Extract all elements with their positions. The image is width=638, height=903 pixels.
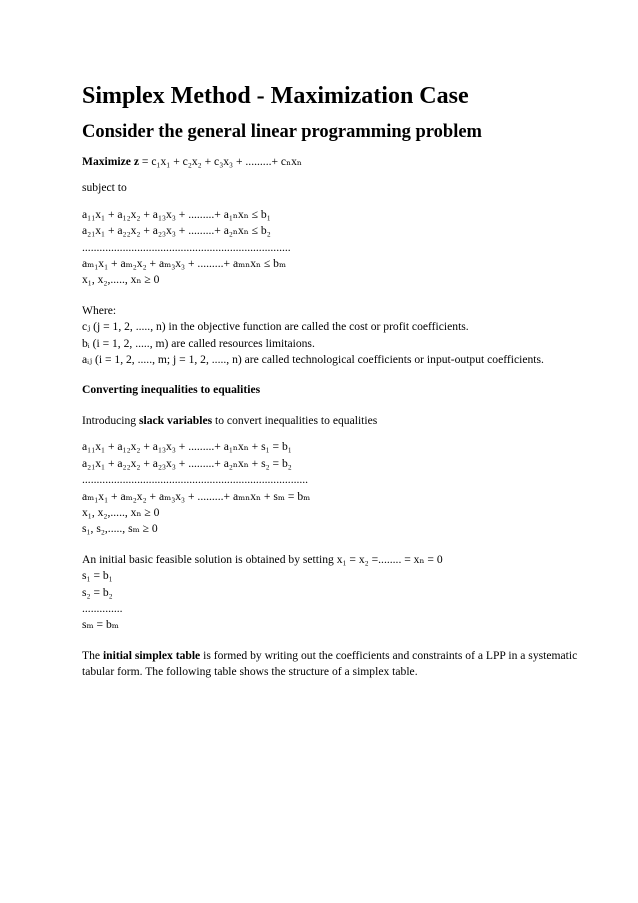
slack-equation-row: s₁, s₂,....., sₘ ≥ 0 xyxy=(82,522,158,536)
definition-line: Where: xyxy=(82,303,117,317)
slack-equation-row: x₁, x₂,....., xₙ ≥ 0 xyxy=(82,505,160,519)
slack-equation-row: a₂₁x₁ + a₂₂x₂ + a₂₃x₃ + .........+ a₂ₙxₙ + s₂ = b₂ xyxy=(82,456,292,470)
definition-line: bᵢ (i = 1, 2, ....., m) are called resources limitaions. xyxy=(82,336,315,350)
initial-simplex-table-term: initial simplex table xyxy=(102,648,201,662)
subject-to-label: subject to xyxy=(82,181,127,195)
definition-line: aᵢⱼ (i = 1, 2, ....., m; j = 1, 2, ....., n) are called technological coefficients or input-output coefficients. xyxy=(82,353,544,367)
constraint-list xyxy=(82,207,638,289)
initial-solution-line: .............. xyxy=(82,601,123,615)
objective-label: Maximize z xyxy=(82,155,139,168)
constraint-row: a₂₁x₁ + a₂₂x₂ + a₂₃x₃ + .........+ a₂ₙxₙ ≤ b₂ xyxy=(82,224,271,238)
paragraph-line: tabular form. The following table shows the structure of a simplex table. xyxy=(82,665,418,679)
constraint-row: aₘ₁x₁ + aₘ₂x₂ + aₘ₃x₃ + .........+ aₘₙxₙ ≤ bₘ xyxy=(82,257,287,271)
initial-solution-line: s₁ = b₁ xyxy=(82,569,113,583)
initial-solution-line: s₂ = b₂ xyxy=(82,585,113,599)
slack-equation-list xyxy=(82,439,638,537)
document-page xyxy=(82,82,638,681)
definition-line: cⱼ (j = 1, 2, ....., n) in the objective function are called the cost or profit coefficients. xyxy=(82,320,469,334)
slack-equation-row: .............................................................................. xyxy=(82,473,309,487)
initial-solution-line: sₘ = bₘ xyxy=(82,618,119,632)
definitions-block xyxy=(82,303,638,369)
initial-solution-line: An initial basic feasible solution is obtained by setting x₁ = x₂ =........ = xₙ = 0 xyxy=(82,552,443,566)
paragraph-line: The initial simplex table is formed by writing out the coefficients and constraints of a LPP in a systematic xyxy=(82,648,578,662)
converting-heading: Converting inequalities to equalities xyxy=(82,383,261,397)
slack-equation-row: aₘ₁x₁ + aₘ₂x₂ + aₘ₃x₃ + .........+ aₘₙxₙ + sₘ = bₘ xyxy=(82,489,311,503)
constraint-row: a₁₁x₁ + a₁₂x₂ + a₁₃x₃ + .........+ a₁ₙxₙ ≤ b₁ xyxy=(82,207,271,221)
slack-variables-term: slack variables xyxy=(139,413,213,427)
section-heading: Consider the general linear programming problem xyxy=(82,122,482,142)
initial-solution-block xyxy=(82,552,638,634)
page-title: Simplex Method - Maximization Case xyxy=(82,83,469,109)
slack-equation-row: a₁₁x₁ + a₁₂x₂ + a₁₃x₃ + .........+ a₁ₙxₙ + s₁ = b₁ xyxy=(82,440,292,454)
constraint-row: ........................................................................ xyxy=(82,240,291,254)
constraint-row: x₁, x₂,....., xₙ ≥ 0 xyxy=(82,273,160,287)
objective-function xyxy=(82,154,638,170)
simplex-table-paragraph xyxy=(82,648,638,681)
slack-intro: Introducing slack variables to convert inequalities to equalities xyxy=(82,413,378,427)
objective-expression: = c₁x₁ + c₂x₂ + c₃x₃ + .........+ cₙxₙ xyxy=(138,155,302,168)
